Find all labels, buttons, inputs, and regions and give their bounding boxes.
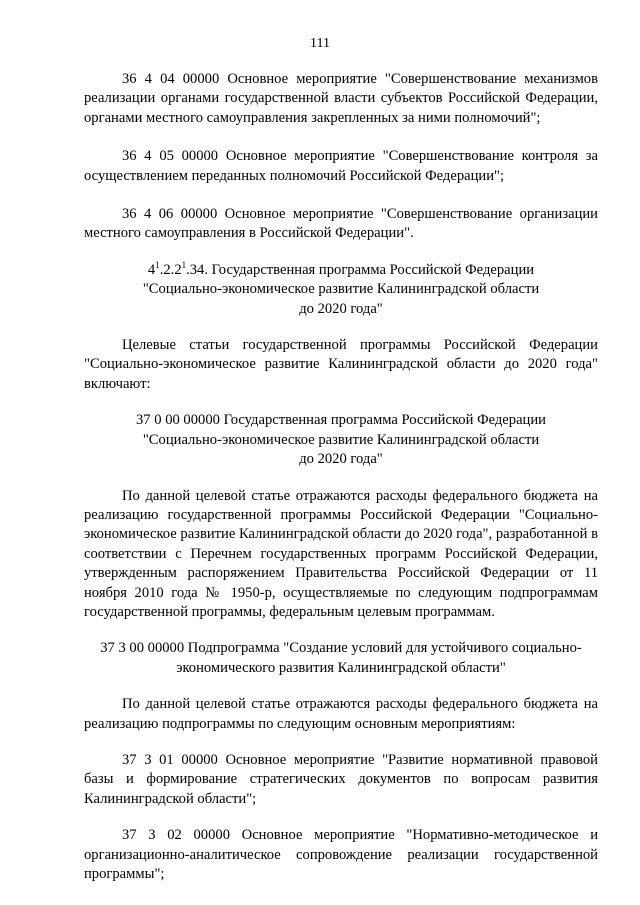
subprogram-heading-line-1: 37 3 00 00000 Подпрограмма "Создание условий для устойчивого социально- [100,640,582,657]
paragraph-target-articles: Целевые статьи государственной программы Российской Федерации "Социально-экономическое развитие Калининградской области до 2020 года" включают: [84,337,598,392]
paragraph-36-4-05: 36 4 05 00000 Основное мероприятие "Совершенствование контроля за осуществлением переданных полномочий Российской Федерации"; [84,148,598,184]
paragraph-subprogram-expenses: По данной целевой статье отражаются расходы федерального бюджета на реализацию подпрограммы по следующим основным мероприятиям: [84,696,598,732]
paragraph-36-4-04: 36 4 04 00000 Основное мероприятие "Совершенствование механизмов реализации органами государственной власти субъектов Российской Федерации, органами местного самоуправления закрепленных за ними полномочий"; [84,71,598,126]
program-heading-line-1: 37 0 00 00000 Государственная программа Российской Федерации [136,412,546,429]
program-heading-line-2: "Социально-экономическое развитие Калининградской области [142,431,540,448]
section-heading-line-3: до 2020 года" [299,300,383,317]
paragraph-program-expenses: По данной целевой статье отражаются расходы федерального бюджета на реализацию государственной программы Российской Федерации "Социально-экономическое развитие Калининградской области до 2020 года", разработанной в соответствии с Перечнем государственных программ Российской Федерации, утвержденным распоряжением Правительства Российской Федерации от 11 ноября 2010 года № 1950-р, осуществляемые по следующим подпрограммам государственной программы, федеральным целевым программам. [84,487,598,620]
section-heading-line-2: "Социально-экономическое развитие Калининградской области [142,281,540,298]
document-body [84,70,598,884]
paragraph-36-4-06: 36 4 06 00000 Основное мероприятие "Совершенствование организации местного самоуправления в Российской Федерации". [84,206,598,242]
program-heading-37-0-00 [84,411,598,469]
section-heading-line-1: $4^1.2.2^1.34$. Государственная программа Российской Федерации [147,259,535,278]
program-heading-line-3: до 2020 года" [299,451,383,468]
page-number: 111 [310,36,330,51]
paragraph-37-3-02: 37 3 02 00000 Основное мероприятие "Нормативно-методическое и организационно-аналитическое сопровождение реализации государственной программы"; [84,827,598,882]
subprogram-heading-line-2: экономического развития Калининградской области" [176,659,506,676]
section-heading-4-2-2-34 [84,261,598,319]
paragraph-37-3-01: 37 3 01 00000 Основное мероприятие "Развитие нормативной правовой базы и формирование стратегических документов по вопросам развития Калининградской области"; [84,751,598,807]
subprogram-heading-37-3-00 [84,639,598,678]
